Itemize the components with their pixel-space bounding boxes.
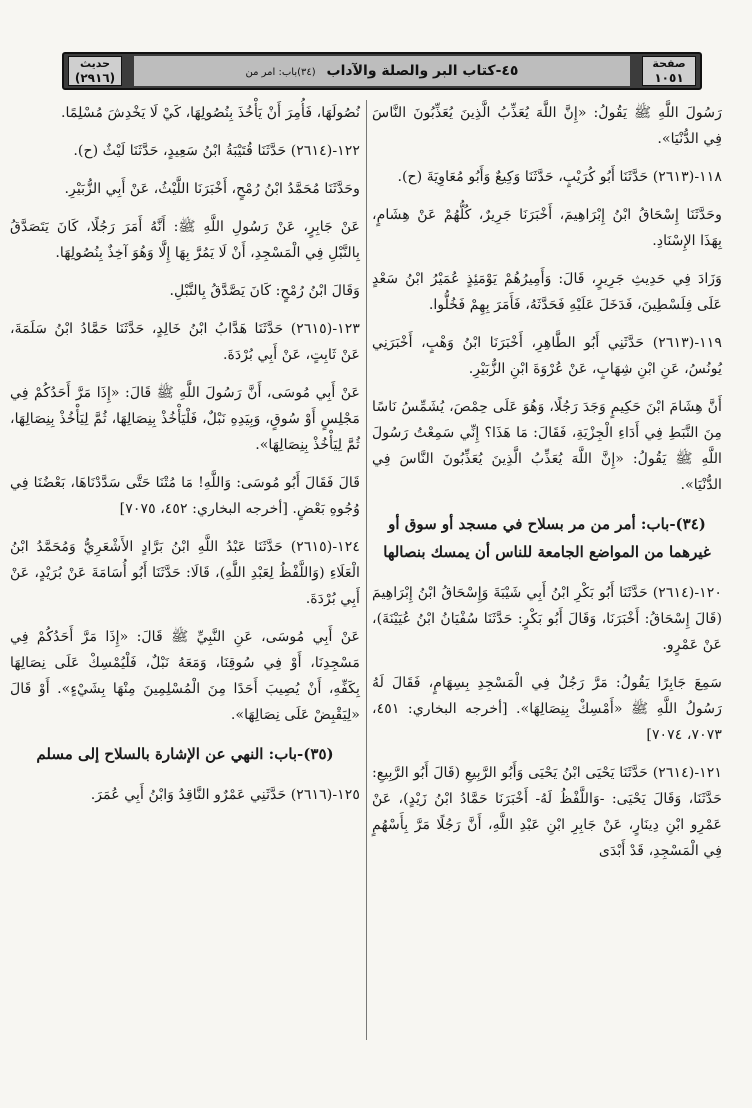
paragraph: سَمِعَ جَابِرًا يَقُولُ: مَرَّ رَجُلٌ فِي الْمَسْجِدِ بِسِهَامٍ، فَقَالَ لَهُ رَسُولُ اللَّهِ ﷺ «أَمْسِكْ بِنِصَالِهَا». [أخرجه البخاري: ٤٥١، ٧٠٧٣، ٧٠٧٤] xyxy=(372,675,722,743)
paragraph: أَنَّ هِشَامَ ابْنَ حَكِيمٍ وَجَدَ رَجُلًا، وَهُوَ عَلَى حِمْصَ، يُشَمِّسُ نَاسًا مِنَ النَّبَطِ فِي أَدَاءِ الْجِزْيَةِ، فَقَالَ: مَا هَذَا؟ إِنِّي سَمِعْتُ رَسُولَ اللَّهِ ﷺ يَقُولُ: «إِنَّ اللَّهَ يُعَذِّبُ الَّذِينَ يُعَذِّبُونَ النَّاسَ فِي الدُّنْيَا». xyxy=(372,399,722,493)
paragraph: وَقَالَ ابْنُ رُمْحٍ: كَانَ يَصَّدَّقُ بِالنَّبْلِ. xyxy=(169,283,360,299)
page-number-box xyxy=(642,56,696,86)
paragraph: قَالَ فَقَالَ أَبُو مُوسَى: وَاللَّهِ! مَا مُتْنَا حَتَّى سَدَّدْنَاهَا، بَعْضُنَا فِي وُجُوهِ بَعْضٍ. [أخرجه البخاري: ٤٥٢، ٧٠٧٥] xyxy=(10,475,360,517)
column-divider xyxy=(366,100,367,1040)
right-text-column xyxy=(372,100,722,876)
hadith-number: (٢٩١٦) xyxy=(74,71,116,85)
chapter-ref: (٣٤)باب: امر من xyxy=(245,67,316,78)
left-text-column xyxy=(10,100,360,820)
paragraph: عَنْ أَبِي مُوسَى، أَنَّ رَسُولَ اللَّهِ ﷺ قَالَ: «إِذَا مَرَّ أَحَدُكُمْ فِي مَجْلِسٍ أَوْ سُوقٍ، وَبِيَدِهِ نَبْلٌ، فَلْيَأْخُذْ بِنِصَالِهَا، ثُمَّ لِيَأْخُذْ بِنِصَالِهَا، ثُمَّ لِيَأْخُذْ بِنِصَالِهَا». xyxy=(10,385,360,453)
hadith-label: حديث xyxy=(79,57,111,70)
page-number: ١٠٥١ xyxy=(654,71,684,85)
book-title: ٤٥-كتاب البر والصلة والآداب xyxy=(326,63,519,79)
paragraph: ١٢٤-(٢٦١٥) حَدَّثَنَا عَبْدُ اللَّهِ ابْنُ بَرَّادٍ الأَشْعَرِيُّ وَمُحَمَّدُ ابْنُ الْعَلَاءِ (وَاللَّفْظُ لِعَبْدِ اللَّهِ)، قَالَا: حَدَّثَنَا أَبُو أُسَامَةَ عَنْ بُرَيْدٍ، عَنْ أَبِي بُرْدَةَ. xyxy=(10,539,360,607)
paragraph: ١٢٠-(٢٦١٤) حَدَّثَنَا أَبُو بَكْرِ ابْنُ أَبِي شَيْبَةَ وَإِسْحَاقُ ابْنُ إِبْرَاهِيمَ (قَالَ إِسْحَاقُ: أَخْبَرَنَا، وَقَالَ أَبُو بَكْرٍ: حَدَّثَنَا سُفْيَانُ ابْنُ عُيَيْنَةَ)، عَنْ عَمْرٍو. xyxy=(372,585,722,653)
page-header xyxy=(62,52,702,90)
paragraph: ١٢٣-(٢٦١٥) حَدَّثَنَا هَدَّابُ ابْنُ خَالِدٍ، حَدَّثَنَا حَمَّادُ ابْنُ سَلَمَةَ، عَنْ ثَابِتٍ، عَنْ أَبِي بُرْدَةَ. xyxy=(10,321,360,363)
page-label: صفحة xyxy=(652,57,686,70)
paragraph: وحَدَّثَنَا إِسْحَاقُ ابْنُ إِبْرَاهِيمَ، أَخْبَرَنَا جَرِيرٌ، كُلُّهُمْ عَنْ هِشَامٍ، بِهَذَا الإِسْنَادِ. xyxy=(372,207,722,249)
book-title-bar xyxy=(134,56,630,86)
paragraph: وحَدَّثَنَا مُحَمَّدُ ابْنُ رُمْحٍ، أَخْبَرَنَا اللَّيْثُ، عَنْ أَبِي الزُّبَيْرِ. xyxy=(64,181,360,197)
paragraph: عَنْ أَبِي مُوسَى، عَنِ النَّبِيِّ ﷺ قَالَ: «إِذَا مَرَّ أَحَدُكُمْ فِي مَسْجِدِنَا، أَوْ فِي سُوقِنَا، وَمَعَهُ نَبْلٌ، فَلْيُمْسِكْ عَلَى نِصَالِهَا بِكَفِّهِ، أَنْ يُصِيبَ أَحَدًا مِنَ الْمُسْلِمِينَ مِنْهَا بِشَيْءٍ». أَوْ قَالَ «لِيَقْبِضْ عَلَى نِصَالِهَا». xyxy=(10,629,360,723)
paragraph: ١٢١-(٢٦١٤) حَدَّثَنَا يَحْيَى ابْنُ يَحْيَى وَأَبُو الرَّبِيعِ (قَالَ أَبُو الرَّبِيعِ: حَدَّثَنَا، وَقَالَ يَحْيَى: -وَاللَّفْظُ لَهُ- أَخْبَرَنَا حَمَّادُ ابْنُ زَيْدٍ)، عَنْ عَمْرِو ابْنِ دِينَارٍ، عَنْ جَابِرِ ابْنِ عَبْدِ اللَّهِ، أَنَّ رَجُلًا مَرَّ بِأَسْهُمٍ فِي الْمَسْجِدِ، قَدْ أَبْدَى xyxy=(372,765,722,859)
chapter-heading: (٣٤)-باب: أمر من مر بسلاح في مسجد أو سوق أو غيرهما من المواضع الجامعة للناس أن يمسك بنصالها xyxy=(383,515,711,561)
paragraph: عَنْ جَابِرٍ، عَنْ رَسُولِ اللَّهِ ﷺ: أَنَّهُ أَمَرَ رَجُلًا، كَانَ يَتَصَدَّقُ بِالنَّبْلِ فِي الْمَسْجِدِ، أَنْ لَا يَمُرَّ بِهَا إِلَّا وَهُوَ آخِذٌ بِنُصُولِهَا. xyxy=(10,219,360,261)
paragraph: ١١٩-(٢٦١٣) حَدَّثَنِي أَبُو الطَّاهِرِ، أَخْبَرَنَا ابْنُ وَهْبٍ، أَخْبَرَنِي يُونُسُ، عَنِ ابْنِ شِهَابٍ، عَنْ عُرْوَةَ ابْنِ الزُّبَيْرِ. xyxy=(372,335,722,377)
paragraph: وَزَادَ فِي حَدِيثِ جَرِيرٍ، قَالَ: وَأَمِيرُهُمْ يَوْمَئِذٍ عُمَيْرُ ابْنُ سَعْدٍ عَلَى فِلَسْطِينَ، فَدَخَلَ عَلَيْهِ فَحَدَّثَهُ، فَأَمَرَ بِهِمْ فَخُلُّوا. xyxy=(372,271,722,313)
paragraph: رَسُولَ اللَّهِ ﷺ يَقُولُ: «إِنَّ اللَّهَ يُعَذِّبُ الَّذِينَ يُعَذِّبُونَ النَّاسَ فِي الدُّنْيَا». xyxy=(372,105,722,147)
paragraph: ١٢٢-(٢٦١٤) حَدَّثَنَا قُتَيْبَةُ ابْنُ سَعِيدٍ، حَدَّثَنَا لَيْثٌ (ح). xyxy=(73,143,360,159)
chapter-heading: (٣٥)-باب: النهي عن الإشارة بالسلاح إلى مسلم xyxy=(36,745,334,763)
paragraph: ١١٨-(٢٦١٣) حَدَّثَنَا أَبُو كُرَيْبٍ، حَدَّثَنَا وَكِيعٌ وَأَبُو مُعَاوِيَةَ (ح). xyxy=(397,169,722,185)
hadith-number-box xyxy=(68,56,122,86)
paragraph: نُصُولَهَا، فَأُمِرَ أَنْ يَأْخُذَ بِنُصُولِهَا، كَيْ لَا يَخْدِشَ مُسْلِمًا. xyxy=(61,105,360,121)
paragraph: ١٢٥-(٢٦١٦) حَدَّثَنِي عَمْرٌو النَّاقِدُ وَابْنُ أَبِي عُمَرَ. xyxy=(90,787,360,803)
